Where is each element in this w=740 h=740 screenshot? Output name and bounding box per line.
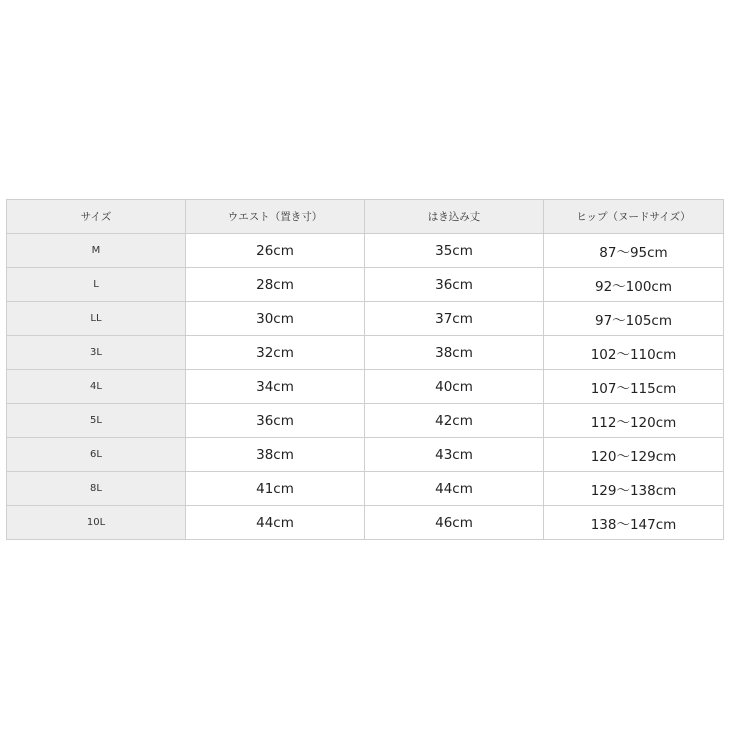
waist-value: 41cm xyxy=(186,472,365,506)
hip-value: 120～129cm xyxy=(544,438,724,472)
header-hip: ヒップ（ヌードサイズ） xyxy=(544,200,724,234)
hip-value: 138～147cm xyxy=(544,506,724,540)
header-waist: ウエスト（置き寸） xyxy=(186,200,365,234)
waist-value: 34cm xyxy=(186,370,365,404)
rise-value: 37cm xyxy=(365,302,544,336)
rise-value: 44cm xyxy=(365,472,544,506)
table-row xyxy=(7,302,724,336)
waist-value: 32cm xyxy=(186,336,365,370)
rise-value: 35cm xyxy=(365,234,544,268)
table-row xyxy=(7,506,724,540)
hip-value: 92～100cm xyxy=(544,268,724,302)
rise-value: 42cm xyxy=(365,404,544,438)
hip-value: 112～120cm xyxy=(544,404,724,438)
waist-value: 28cm xyxy=(186,268,365,302)
size-label: LL xyxy=(7,302,186,336)
rise-value: 36cm xyxy=(365,268,544,302)
table-row xyxy=(7,336,724,370)
table-row xyxy=(7,370,724,404)
rise-value: 43cm xyxy=(365,438,544,472)
size-label: 10L xyxy=(7,506,186,540)
waist-value: 30cm xyxy=(186,302,365,336)
table-row xyxy=(7,404,724,438)
size-label: 6L xyxy=(7,438,186,472)
header-size: サイズ xyxy=(7,200,186,234)
table-row xyxy=(7,472,724,506)
hip-value: 107～115cm xyxy=(544,370,724,404)
waist-value: 38cm xyxy=(186,438,365,472)
table-row xyxy=(7,438,724,472)
table-row xyxy=(7,268,724,302)
waist-value: 36cm xyxy=(186,404,365,438)
hip-value: 97～105cm xyxy=(544,302,724,336)
table-row xyxy=(7,234,724,268)
table-header-row xyxy=(7,200,724,234)
size-chart-table xyxy=(6,199,724,540)
size-label: 8L xyxy=(7,472,186,506)
hip-value: 129～138cm xyxy=(544,472,724,506)
header-rise: はき込み丈 xyxy=(365,200,544,234)
size-label: L xyxy=(7,268,186,302)
size-label: M xyxy=(7,234,186,268)
rise-value: 46cm xyxy=(365,506,544,540)
size-label: 4L xyxy=(7,370,186,404)
size-label: 3L xyxy=(7,336,186,370)
waist-value: 26cm xyxy=(186,234,365,268)
size-label: 5L xyxy=(7,404,186,438)
waist-value: 44cm xyxy=(186,506,365,540)
hip-value: 87～95cm xyxy=(544,234,724,268)
rise-value: 38cm xyxy=(365,336,544,370)
hip-value: 102～110cm xyxy=(544,336,724,370)
rise-value: 40cm xyxy=(365,370,544,404)
